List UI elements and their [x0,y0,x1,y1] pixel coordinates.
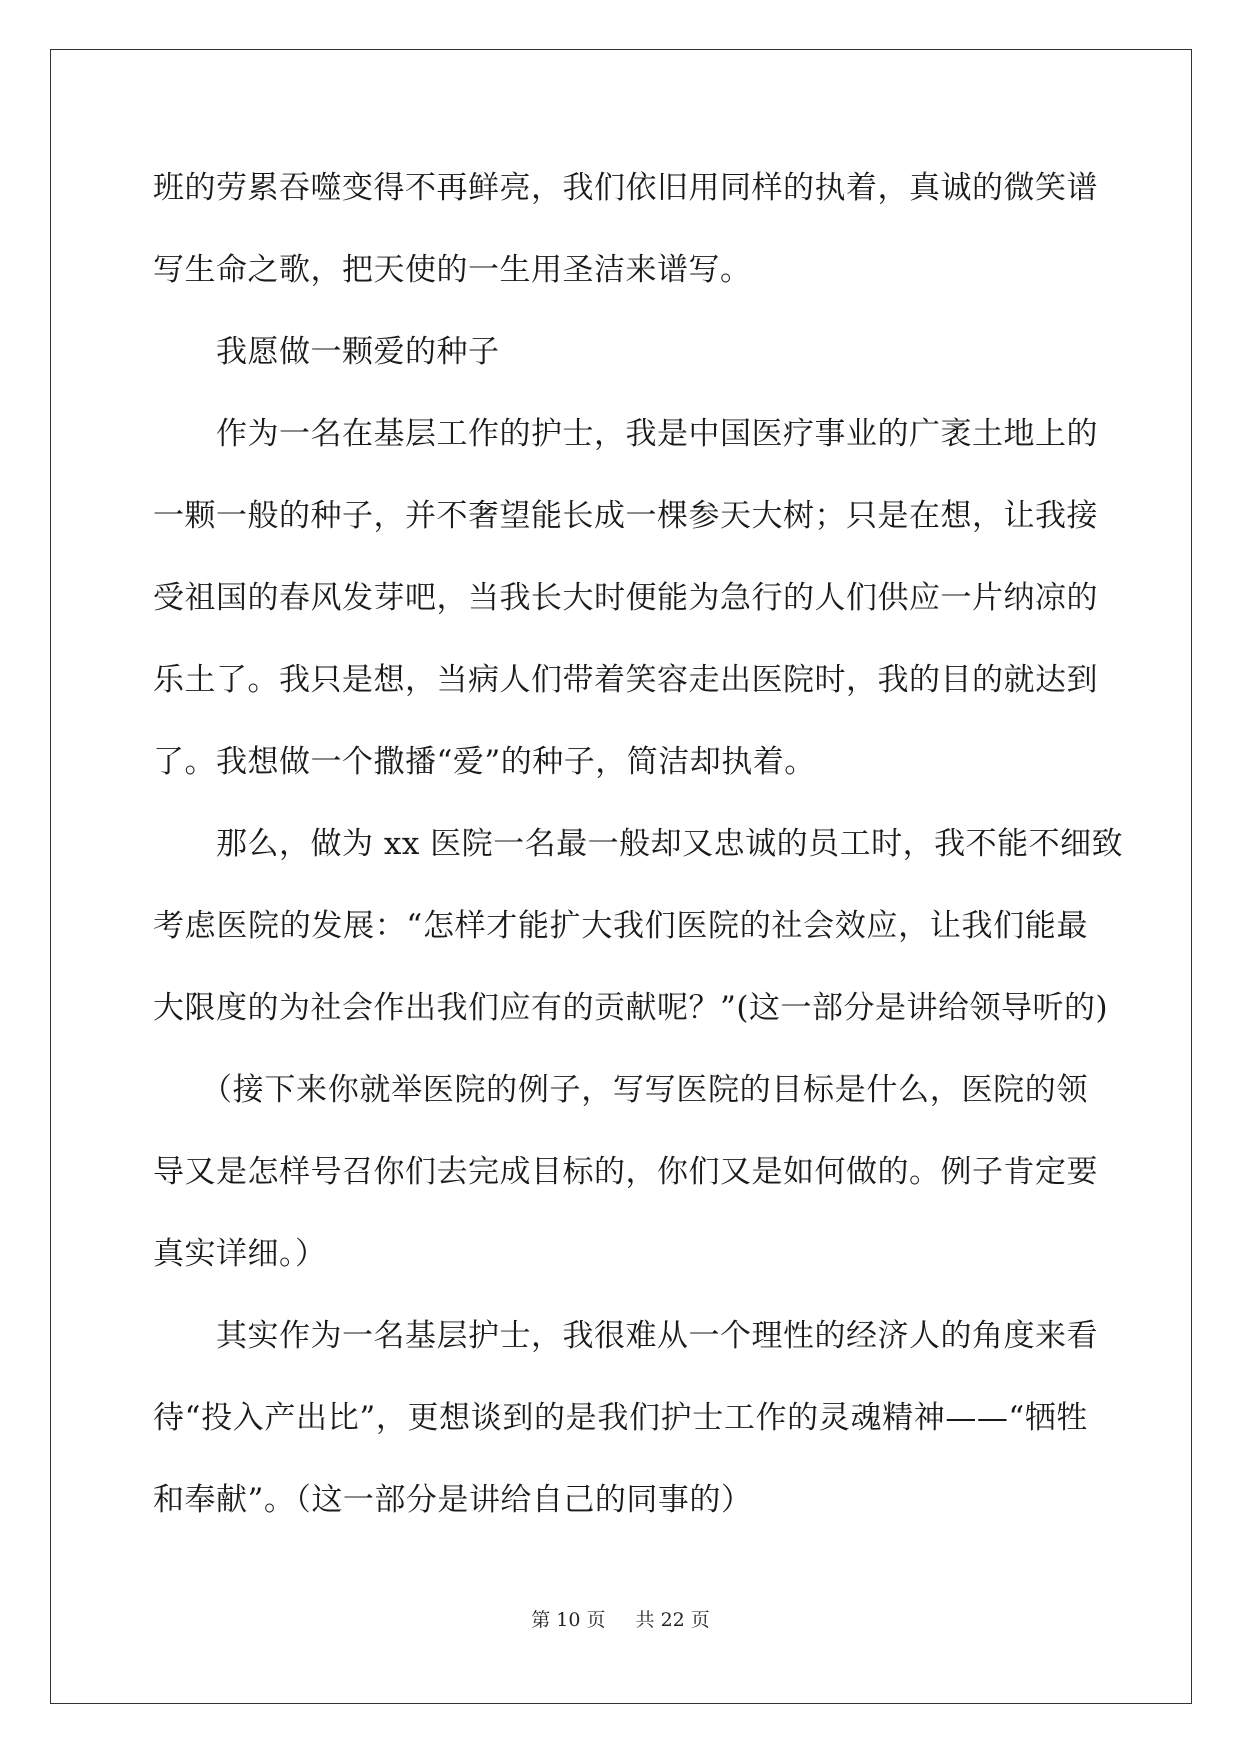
page-number: 第 10 页 [531,1609,606,1631]
text-line: 写生命之歌，把天使的一生用圣洁来谱写。 [153,252,752,288]
section-heading: 我愿做一颗爱的种子 [216,334,500,370]
page-footer [0,1606,1241,1634]
text-line: 考虑医院的发展：“怎样才能扩大我们医院的社会效应，让我们能最 [153,908,1088,944]
page-total: 共 22 页 [635,1609,710,1631]
text-line: 真实详细。） [153,1236,327,1272]
document-body [153,163,1124,1557]
text-line: 一颗一般的种子，并不奢望能长成一棵参天大树；只是在想，让我接 [153,498,1098,534]
text-line: （接下来你就举医院的例子，写写医院的目标是什么，医院的领 [201,1072,1088,1108]
text-line: 受祖国的春风发芽吧，当我长大时便能为急行的人们供应一片纳凉的 [153,580,1098,616]
text-line: 其实作为一名基层护士，我很难从一个理性的经济人的角度来看 [216,1318,1098,1354]
text-line: 那么，做为 xx 医院一名最一般却又忠诚的员工时，我不能不细致 [216,826,1124,862]
text-line: 大限度的为社会作出我们应有的贡献呢？”(这一部分是讲给领导听的) [153,990,1109,1026]
text-line: 导又是怎样号召你们去完成目标的，你们又是如何做的。例子肯定要 [153,1154,1098,1190]
text-line: 班的劳累吞噬变得不再鲜亮，我们依旧用同样的执着，真诚的微笑谱 [153,170,1098,206]
text-line: 和奉献”。（这一部分是讲给自己的同事的） [153,1482,753,1518]
text-line: 乐土了。我只是想，当病人们带着笑容走出医院时，我的目的就达到 [153,662,1098,698]
text-line: 了。我想做一个撒播“爱”的种子，简洁却执着。 [153,744,816,780]
text-line: 待“投入产出比”，更想谈到的是我们护士工作的灵魂精神——“牺牲 [153,1400,1088,1436]
text-line: 作为一名在基层工作的护士，我是中国医疗事业的广袤土地上的 [216,416,1098,452]
